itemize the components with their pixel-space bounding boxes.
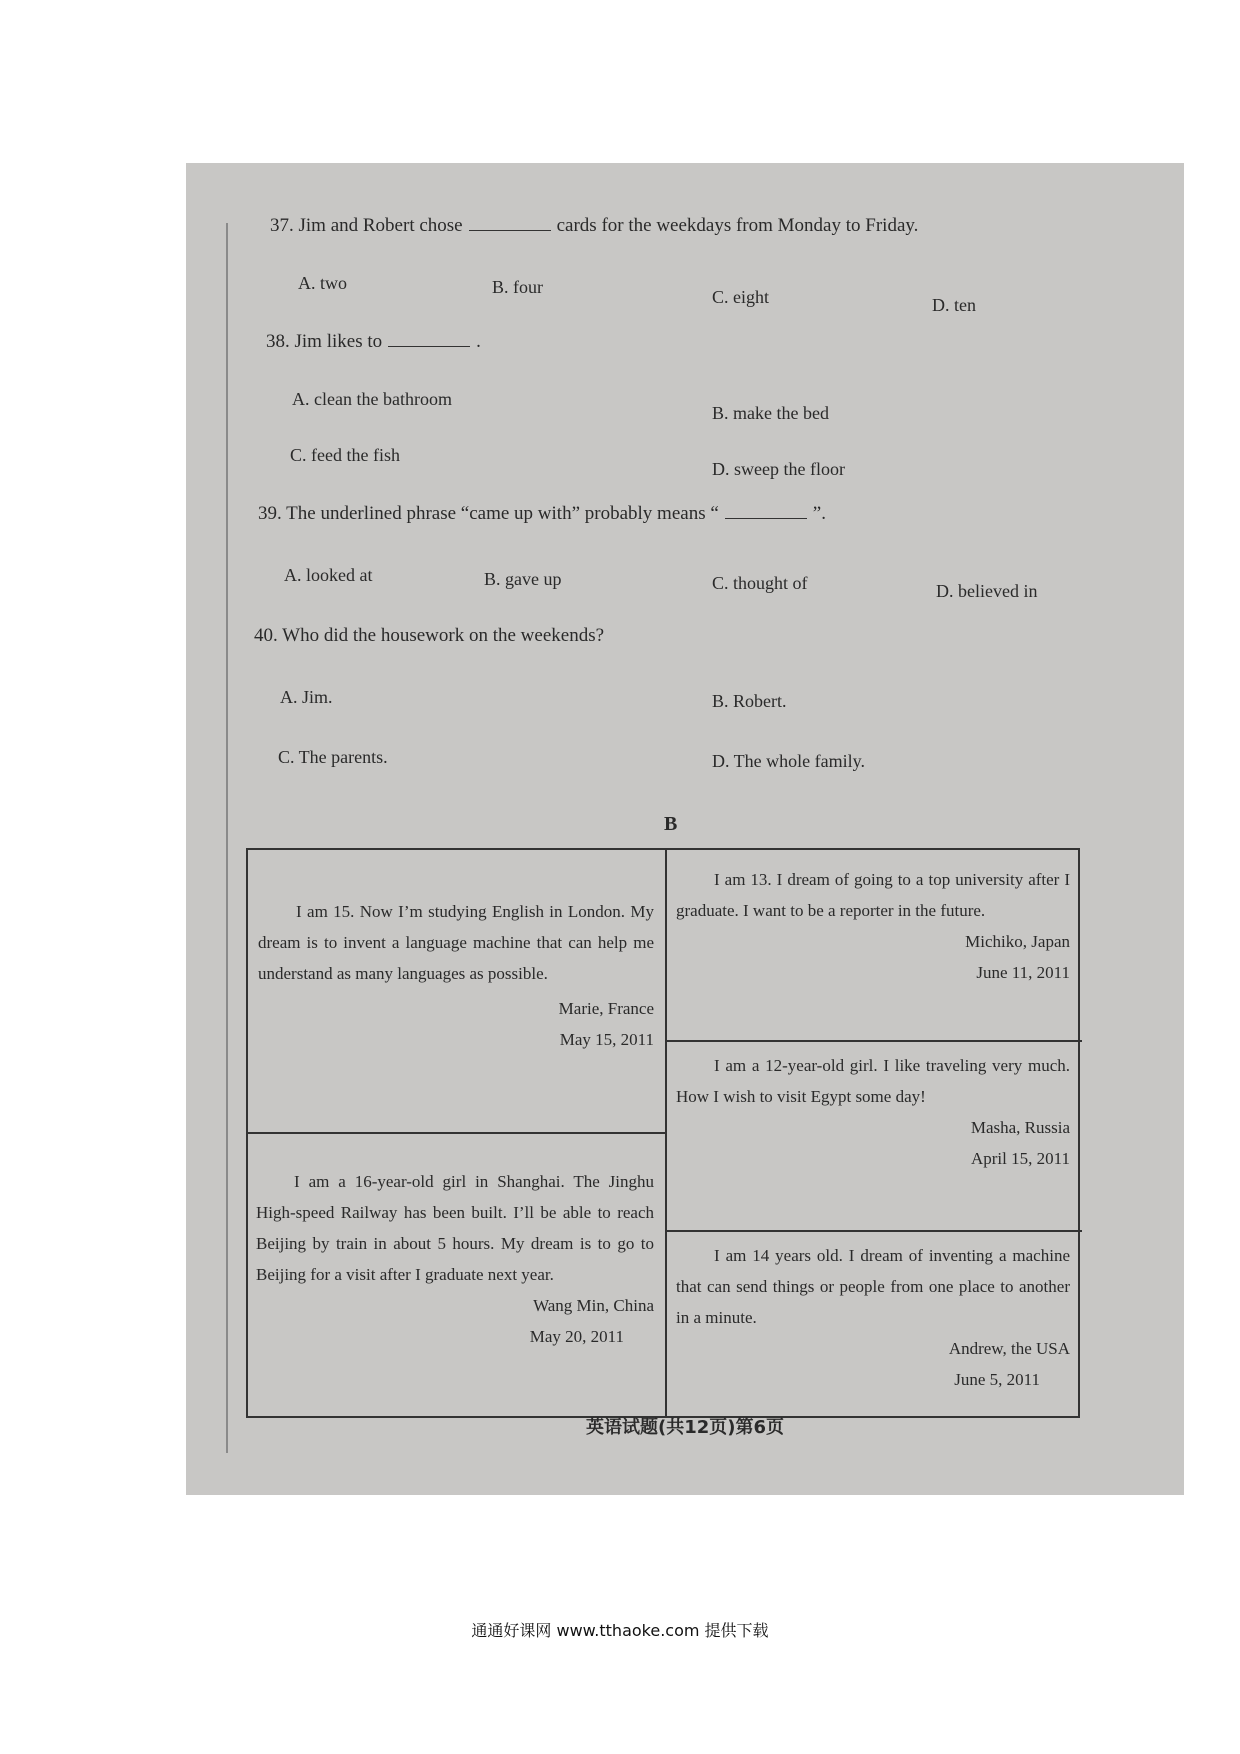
letter-wang-min <box>256 1166 654 1352</box>
letter-signature: Wang Min, China <box>533 1296 654 1315</box>
answer-blank <box>725 518 807 519</box>
option-d: D. sweep the floor <box>712 459 845 479</box>
letter-marie <box>258 896 654 1055</box>
letter-signature: Marie, France <box>558 999 654 1018</box>
question-number: 39. <box>258 503 282 524</box>
question-text: Who did the housework on the weekends? <box>282 625 605 646</box>
question-40 <box>254 625 604 647</box>
letter-date: June 11, 2011 <box>976 963 1070 982</box>
letter-body: I am 14 years old. I dream of inventing a machine that can send things or people from one place to another in a minute. <box>676 1246 1070 1327</box>
letter-body: I am a 12-year-old girl. I like traveling very much. How I wish to visit Egypt some day! <box>676 1056 1070 1106</box>
letter-signature: Andrew, the USA <box>948 1339 1070 1358</box>
question-number: 38. <box>266 331 290 352</box>
option-d: D. believed in <box>936 581 1038 601</box>
letter-masha <box>676 1050 1070 1174</box>
question-text: Jim and Robert chose <box>298 215 463 236</box>
option-d: D. The whole family. <box>712 751 865 771</box>
option-b: B. make the bed <box>712 403 829 423</box>
question-number: 37. <box>270 215 294 236</box>
question-39 <box>258 503 826 525</box>
answer-blank <box>388 346 470 347</box>
letter-body: I am a 16-year-old girl in Shanghai. The Jinghu High-speed Railway has been built. I’ll be able to reach Beijing by train in about 5 hours. My dream is to go to Beijing for a visit after I graduate next year. <box>256 1172 654 1284</box>
question-text-end: ”. <box>812 503 826 524</box>
option-a: A. Jim. <box>280 687 333 707</box>
option-b: B. gave up <box>484 569 562 589</box>
option-c: C. The parents. <box>278 747 388 767</box>
letter-body: I am 15. Now I’m studying English in London. My dream is to invent a language machine that can help me understand as many languages as possible. <box>258 902 654 983</box>
letter-date: May 20, 2011 <box>529 1327 624 1346</box>
question-37 <box>270 215 918 237</box>
section-heading: B <box>664 813 678 835</box>
option-c: C. thought of <box>712 573 808 593</box>
question-number: 40. <box>254 625 278 646</box>
letters-grid <box>246 848 1080 1418</box>
question-text-end: cards for the weekdays from Monday to Friday. <box>556 215 919 236</box>
option-b: B. four <box>492 277 543 297</box>
question-38 <box>266 331 481 353</box>
letter-date: April 15, 2011 <box>970 1149 1070 1168</box>
exam-page-photo <box>186 163 1184 1495</box>
option-d: D. ten <box>932 295 976 315</box>
margin-rule <box>226 223 228 1453</box>
option-c: C. feed the fish <box>290 445 400 465</box>
grid-divider <box>665 850 667 1416</box>
option-a: A. clean the bathroom <box>292 389 452 409</box>
letter-signature: Masha, Russia <box>970 1118 1070 1137</box>
grid-divider <box>248 1132 665 1134</box>
option-b: B. Robert. <box>712 691 787 711</box>
page-footer: 英语试题(共12页)第6页 <box>585 1417 785 1438</box>
option-a: A. two <box>298 273 347 293</box>
letter-date: June 5, 2011 <box>954 1370 1040 1389</box>
question-text: Jim likes to <box>294 331 383 352</box>
option-c: C. eight <box>712 287 769 307</box>
letter-date: May 15, 2011 <box>559 1030 654 1049</box>
grid-divider <box>665 1230 1082 1232</box>
question-text-end: . <box>476 331 481 352</box>
letter-signature: Michiko, Japan <box>965 932 1070 951</box>
letter-body: I am 13. I dream of going to a top university after I graduate. I want to be a reporter in the future. <box>676 870 1070 920</box>
answer-blank <box>469 230 551 231</box>
site-credit: 通通好课网 www.tthaoke.com 提供下载 <box>471 1621 769 1640</box>
letter-michiko <box>676 864 1070 988</box>
question-text: The underlined phrase “came up with” probably means “ <box>286 503 719 524</box>
letter-andrew <box>676 1240 1070 1395</box>
option-a: A. looked at <box>284 565 373 585</box>
grid-divider <box>665 1040 1082 1042</box>
